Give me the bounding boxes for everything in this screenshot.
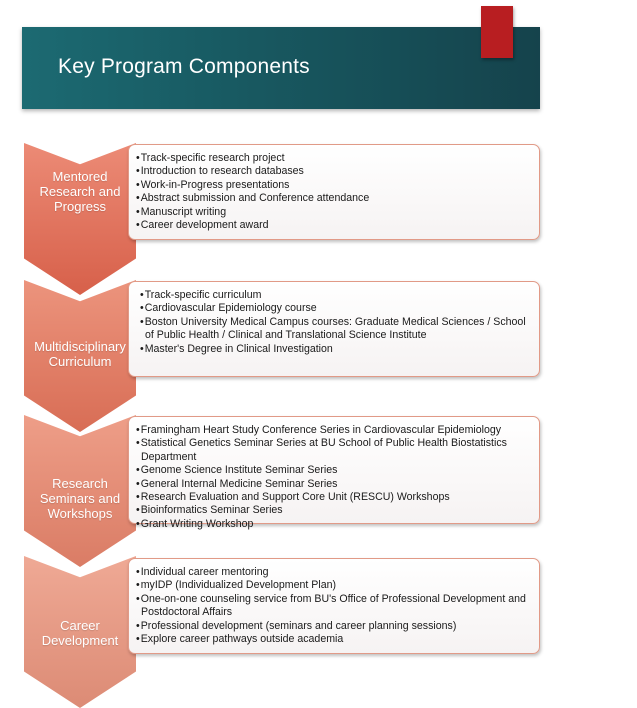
details-box-research-seminars	[128, 416, 540, 530]
chevron-label-multidisciplinary-curriculum	[24, 339, 136, 369]
label-line: Research	[52, 476, 108, 491]
label-line: Development	[41, 633, 119, 648]
accent-square	[481, 6, 513, 58]
chevron-mentored-research	[24, 143, 136, 295]
list-item: • Bioinformatics Seminar Series	[135, 504, 533, 517]
list-item: • Manuscript writing	[135, 206, 533, 219]
details-box-mentored-research	[128, 144, 540, 240]
details-box-career-development	[128, 558, 540, 654]
list-item: • myIDP (Individualized Development Plan)	[135, 579, 533, 592]
list-item: • Explore career pathways outside academia	[135, 633, 533, 646]
list-item: • Grant Writing Workshop	[135, 518, 533, 531]
chevron-label-mentored-research	[24, 169, 136, 214]
label-line: Career	[60, 618, 100, 633]
list-item: • Abstract submission and Conference attendance	[135, 192, 533, 205]
list-item: • Work-in-Progress presentations	[135, 179, 533, 192]
details-box-multidisciplinary-curriculum	[128, 281, 540, 377]
list-item: • Introduction to research databases	[135, 165, 533, 178]
chevron-label-research-seminars	[24, 476, 136, 521]
list-item: • Genome Science Institute Seminar Series	[135, 464, 533, 477]
label-line: Workshops	[47, 506, 113, 521]
label-line: Seminars and	[39, 491, 121, 506]
list-item: • Track-specific research project	[135, 152, 533, 165]
label-line: Multidisciplinary	[34, 339, 126, 354]
list-item: • Statistical Genetics Seminar Series at BU School of Public Health Biostatistics Department	[135, 437, 533, 464]
label-line: Research and	[39, 184, 121, 199]
list-item: • Career development award	[135, 219, 533, 232]
list-item: • Master's Degree in Clinical Investigation	[139, 343, 533, 356]
list-item: • Track-specific curriculum	[139, 289, 533, 302]
list-item: • Cardiovascular Epidemiology course	[139, 302, 533, 315]
list-item: • Professional development (seminars and career planning sessions)	[135, 620, 533, 633]
list-item: • Boston University Medical Campus courses: Graduate Medical Sciences / School of Public Health / Clinical and Translational Science Institute	[139, 316, 533, 343]
label-line: Progress	[53, 199, 107, 214]
label-line: Mentored	[52, 169, 108, 184]
list-item: • General Internal Medicine Seminar Series	[135, 478, 533, 491]
list-item: • Framingham Heart Study Conference Series in Cardiovascular Epidemiology	[135, 424, 533, 437]
list-item: • One-on-one counseling service from BU's Office of Professional Development and Postdoctoral Affairs	[135, 593, 533, 620]
page-title: Key Program Components	[58, 55, 310, 78]
list-item: • Individual career mentoring	[135, 566, 533, 579]
label-line: Curriculum	[48, 354, 112, 369]
list-item: • Research Evaluation and Support Core Unit (RESCU) Workshops	[135, 491, 533, 504]
chevron-label-career-development	[24, 618, 136, 648]
title-banner	[22, 27, 540, 109]
